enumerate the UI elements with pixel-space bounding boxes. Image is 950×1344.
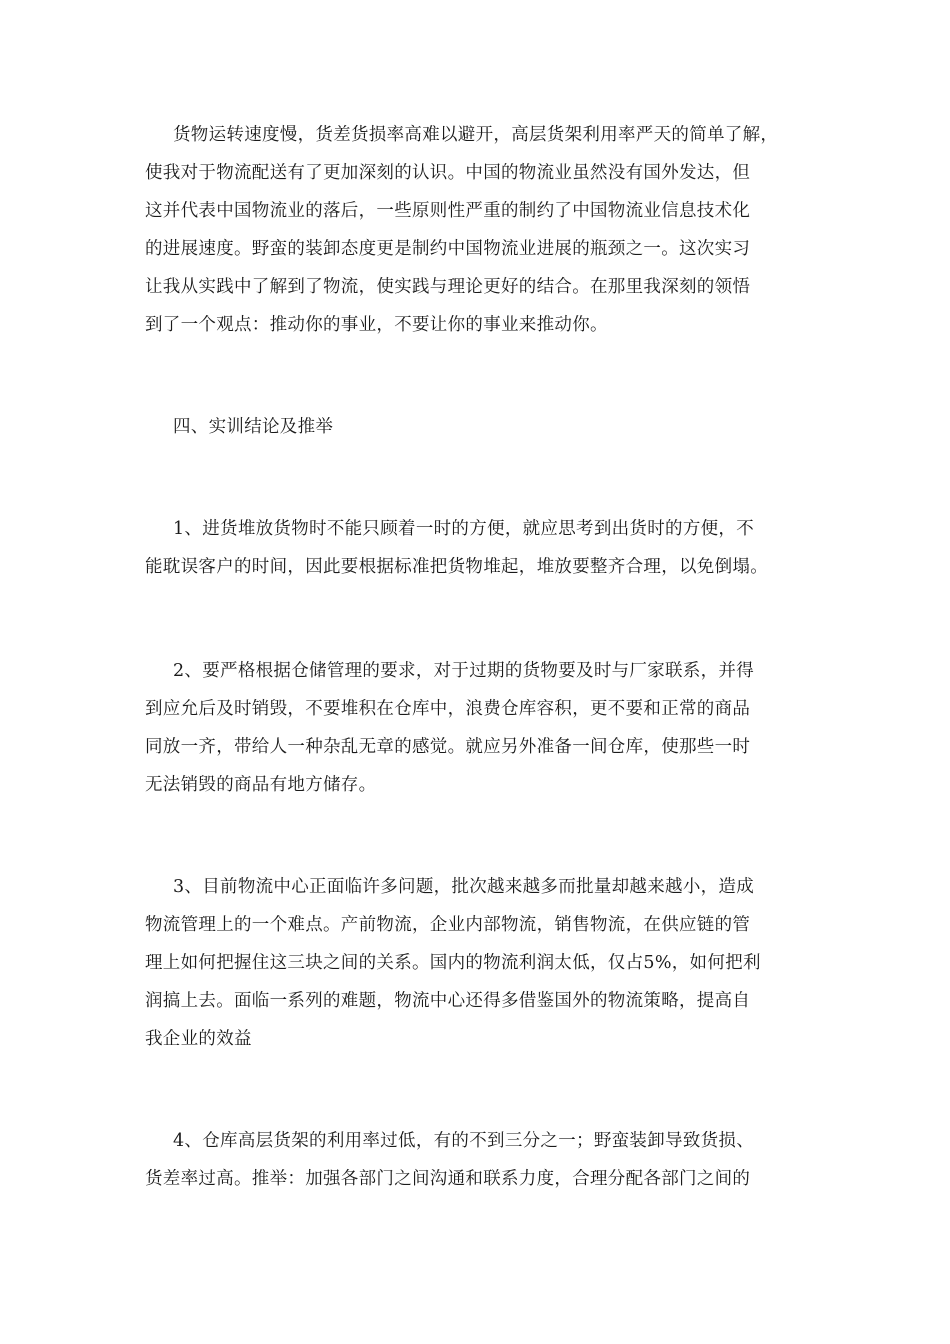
text-line: 这并代表中国物流业的落后，一些原则性严重的制约了中国物流业信息技术化 [145,201,751,221]
text-line: 到了一个观点：推动你的事业，不要让你的事业来推动你。 [145,315,608,335]
text-line: 同放一齐，带给人一种杂乱无章的感觉。就应另外准备一间仓库，使那些一时 [145,737,751,757]
text-line: 能耽误客户的时间，因此要根据标准把货物堆起，堆放要整齐合理，以免倒塌。 [145,557,768,577]
text-line: 货差率过高。推举：加强各部门之间沟通和联系力度，合理分配各部门之间的 [145,1169,751,1189]
recommendation-item-3 [145,868,810,1058]
section-heading-text: 四、实训结论及推举 [173,417,334,437]
text-line: 使我对于物流配送有了更加深刻的认识。中国的物流业虽然没有国外发达，但 [145,163,751,183]
text-line: 4、仓库高层货架的利用率过低，有的不到三分之一；野蛮装卸导致货损、 [173,1131,755,1151]
recommendation-item-2 [145,652,810,804]
text-line: 2、要严格根据仓储管理的要求，对于过期的货物要及时与厂家联系，并得 [173,661,755,681]
text-line: 1、进货堆放货物时不能只顾着一时的方便，就应思考到出货时的方便，不 [173,519,755,539]
text-line: 物流管理上的一个难点。产前物流，企业内部物流，销售物流，在供应链的管 [145,915,751,935]
recommendation-item-1 [145,510,810,586]
recommendation-item-4 [145,1122,810,1198]
text-line: 理上如何把握住这三块之间的关系。国内的物流利润太低，仅占5%，如何把利 [145,953,761,973]
paragraph-internship-reflection [145,116,810,344]
section-heading [145,408,810,446]
text-line: 的进展速度。野蛮的装卸态度更是制约中国物流业进展的瓶颈之一。这次实习 [145,239,751,259]
text-line: 我企业的效益 [145,1029,252,1049]
text-line: 货物运转速度慢，货差货损率高难以避开，高层货架利用率严天的简单了解， [173,125,779,145]
text-line: 润搞上去。面临一系列的难题，物流中心还得多借鉴国外的物流策略，提高自 [145,991,751,1011]
text-line: 让我从实践中了解到了物流，使实践与理论更好的结合。在那里我深刻的领悟 [145,277,751,297]
text-line: 3、目前物流中心正面临许多问题，批次越来越多而批量却越来越小，造成 [173,877,755,897]
text-line: 无法销毁的商品有地方储存。 [145,775,377,795]
text-line: 到应允后及时销毁，不要堆积在仓库中，浪费仓库容积，更不要和正常的商品 [145,699,751,719]
